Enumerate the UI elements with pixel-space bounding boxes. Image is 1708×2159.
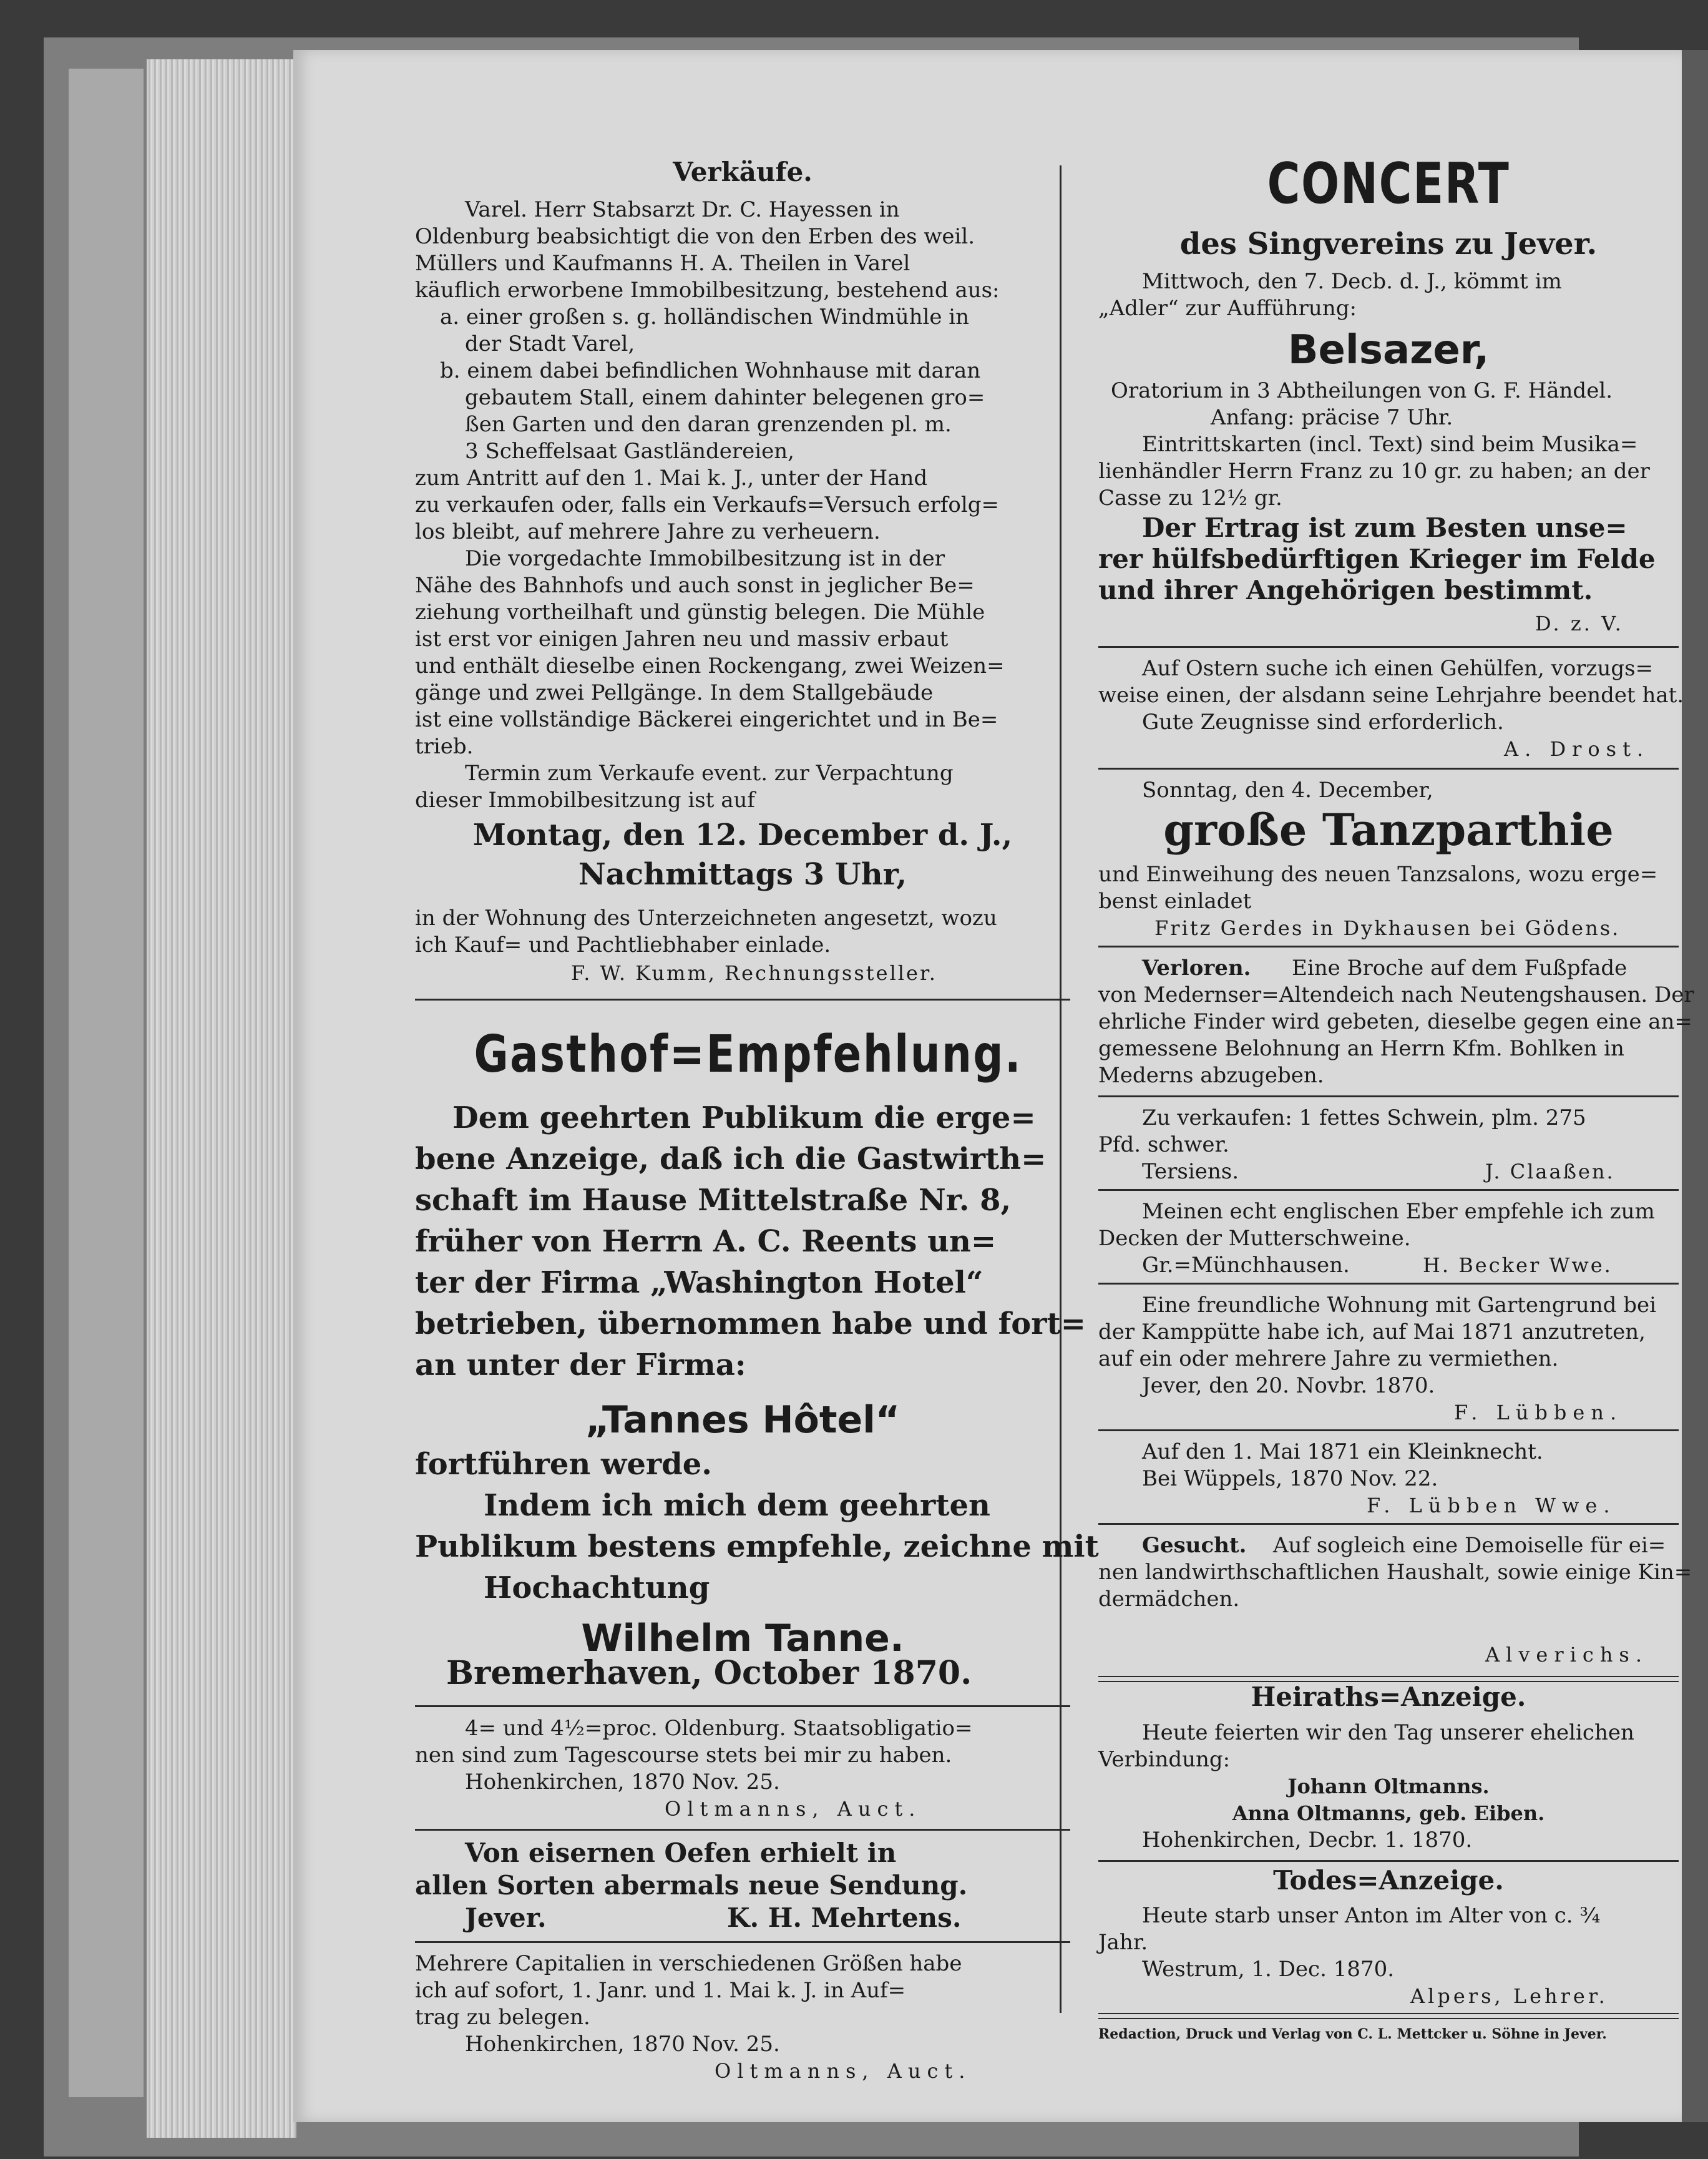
separator	[1098, 646, 1679, 648]
place-date: Bremerhaven, October 1870.	[446, 1654, 972, 1692]
text-line: Eine freundliche Wohnung mit Gartengrund bei	[1142, 1293, 1657, 1318]
text-line: auf ein oder mehrere Jahre zu vermiethen.	[1098, 1346, 1559, 1371]
text-line: Auf den 1. Mai 1871 ein Kleinknecht.	[1142, 1439, 1543, 1464]
eber-place: Gr.=Münchhausen.	[1142, 1253, 1350, 1278]
text-line: Anfang: präcise 7 Uhr.	[1211, 405, 1453, 430]
text-line: ziehung vortheilhaft und günstig belegen. Die Mühle	[415, 600, 985, 625]
heirath-place: Hohenkirchen, Decbr. 1. 1870.	[1142, 1828, 1473, 1853]
separator	[1098, 946, 1679, 947]
groom-name: Johann Oltmanns.	[1287, 1775, 1490, 1798]
text-line: schaft im Hause Mittelstraße Nr. 8,	[415, 1183, 1012, 1218]
auction-time: Nachmittags 3 Uhr,	[578, 857, 907, 892]
separator	[415, 999, 1070, 1001]
text-line: gebautem Stall, einem dahinter belegenen gro=	[465, 385, 985, 410]
text-line: Jahr.	[1098, 1930, 1148, 1955]
text-line: 4= und 4½=proc. Oldenburg. Staatsobligatio=	[465, 1716, 973, 1741]
text-line: Hohenkirchen, 1870 Nov. 25.	[465, 1770, 780, 1794]
text-line: Termin zum Verkaufe event. zur Verpachtung	[465, 761, 954, 786]
text-line: ter der Firma „Washington Hotel“	[415, 1265, 983, 1300]
capitalien-signature: Oltmanns, Auct.	[715, 2059, 972, 2083]
bold-line: Der Ertrag ist zum Besten unse=	[1142, 512, 1627, 543]
text-line: a. einer großen s. g. holländischen Windmühle in	[440, 305, 970, 330]
bold-line: rer hülfsbedürftigen Krieger im Felde	[1098, 544, 1656, 574]
text-line: „Adler“ zur Aufführung:	[1098, 296, 1357, 321]
text-line: Oratorium in 3 Abtheilungen von G. F. Händel.	[1111, 378, 1613, 403]
text-line: Verbindung:	[1098, 1747, 1231, 1772]
text-line: fortführen werde.	[415, 1447, 712, 1482]
text-line: an unter der Firma:	[415, 1348, 746, 1383]
concert-title: CONCERT	[1267, 151, 1510, 217]
text-line: b. einem dabei befindlichen Wohnhause mit daran	[440, 358, 981, 383]
text-line: ist eine vollständige Bäckerei eingerichtet und in Be=	[415, 707, 998, 732]
text-line: Hochachtung	[484, 1570, 710, 1605]
text-line: ist erst vor einigen Jahren neu und massiv erbaut	[415, 627, 949, 652]
text-line: betrieben, übernommen habe und fort=	[415, 1306, 1086, 1341]
eber-signature: H. Becker Wwe.	[1423, 1253, 1613, 1277]
separator	[415, 1941, 1070, 1943]
heirath-heading: Heiraths=Anzeige.	[1251, 1682, 1526, 1712]
text-line: Decken der Mutterschweine.	[1098, 1226, 1411, 1251]
text-line: Heute feierten wir den Tag unserer ehelichen	[1142, 1720, 1634, 1745]
gasthof-heading: Gasthof=Empfehlung.	[474, 1025, 1022, 1084]
text-line: zum Antritt auf den 1. Mai k. J., unter der Hand	[415, 466, 928, 491]
text-line: Casse zu 12½ gr.	[1098, 486, 1282, 511]
verkaufe-signature: F. W. Kumm, Rechnungssteller.	[571, 961, 937, 985]
todes-signature: Alpers, Lehrer.	[1410, 1984, 1608, 2008]
knecht-signature: F. Lübben Wwe.	[1367, 1494, 1616, 1517]
next-page-edge	[1682, 50, 1708, 2122]
text-line: und enthält dieselbe einen Rockengang, zwei Weizen=	[415, 654, 1005, 678]
staats-signature: Oltmanns, Auct.	[665, 1797, 922, 1821]
oefen-firm: K. H. Mehrtens.	[727, 1902, 962, 1933]
text-line: ßen Garten und den daran grenzenden pl. m.	[465, 412, 952, 437]
text-line: der Kamppütte habe ich, auf Mai 1871 anzutreten,	[1098, 1319, 1646, 1344]
text-line: Mehrere Capitalien in verschiedenen Größen habe	[415, 1951, 962, 1976]
text-line: Mederns abzugeben.	[1098, 1063, 1324, 1088]
double-separator	[1098, 2013, 1679, 2019]
hotel-name: „Tannes Hôtel“	[585, 1398, 900, 1442]
text-line: bene Anzeige, daß ich die Gastwirth=	[415, 1142, 1047, 1177]
text-line: nen sind zum Tagescourse stets bei mir zu haben.	[415, 1743, 952, 1768]
text-line: Eintrittskarten (incl. Text) sind beim Musika=	[1142, 432, 1638, 457]
text-line: Hohenkirchen, 1870 Nov. 25.	[465, 2032, 780, 2057]
imprint: Redaction, Druck und Verlag von C. L. Mettcker u. Söhne in Jever.	[1098, 2026, 1607, 2042]
text-line: gemessene Belohnung an Herrn Kfm. Bohlken in	[1098, 1036, 1624, 1061]
tanz-title: große Tanzparthie	[1163, 804, 1614, 856]
bold-line: und ihrer Angehörigen bestimmt.	[1098, 575, 1593, 605]
text-line: Dem geehrten Publikum die erge=	[452, 1100, 1036, 1135]
oefen-line2: allen Sorten abermals neue Sendung.	[415, 1870, 968, 1901]
text-line: 3 Scheffelsaat Gastländereien,	[465, 439, 794, 464]
text-line: ich auf sofort, 1. Janr. und 1. Mai k. J. in Auf=	[415, 1978, 906, 2003]
text-line: Zu verkaufen: 1 fettes Schwein, plm. 275	[1142, 1105, 1586, 1130]
text-line: Westrum, 1. Dec. 1870.	[1142, 1957, 1395, 1982]
verloren-lead: Verloren.	[1142, 956, 1251, 981]
text-line: käuflich erworbene Immobilbesitzung, bestehend aus:	[415, 278, 1000, 303]
text-line: trag zu belegen.	[415, 2005, 590, 2030]
text-line: früher von Herrn A. C. Reents un=	[415, 1224, 997, 1259]
text-line: Auf Ostern suche ich einen Gehülfen, vorzugs=	[1142, 656, 1654, 681]
text-line: Die vorgedachte Immobilbesitzung ist in der	[465, 546, 945, 571]
book-cover-edge	[69, 69, 144, 2097]
separator	[415, 1705, 1070, 1707]
tanz-date: Sonntag, den 4. December,	[1142, 778, 1433, 803]
separator	[1098, 1189, 1679, 1191]
text-line: Heute starb unser Anton im Alter von c. ¾	[1142, 1903, 1601, 1928]
concert-signature: D. z. V.	[1535, 612, 1624, 635]
text-line: Meinen echt englischen Eber empfehle ich zum	[1142, 1199, 1655, 1224]
separator	[415, 1829, 1070, 1831]
bride-name: Anna Oltmanns, geb. Eiben.	[1232, 1801, 1545, 1825]
text-line: der Stadt Varel,	[465, 331, 635, 356]
text-line: gänge und zwei Pellgänge. In dem Stallgebäude	[415, 680, 934, 705]
gehulfen-signature: A. Drost.	[1504, 737, 1650, 761]
gesucht-signature: Alverichs.	[1485, 1643, 1649, 1667]
auction-date: Montag, den 12. December d. J.,	[472, 818, 1013, 853]
separator	[1098, 1095, 1679, 1097]
text-line: Indem ich mich dem geehrten	[484, 1488, 990, 1523]
text-line: Gute Zeugnisse sind erforderlich.	[1142, 710, 1504, 735]
separator	[1098, 1860, 1679, 1862]
text-line: lienhändler Herrn Franz zu 10 gr. zu haben; an der	[1098, 459, 1650, 484]
wohnung-signature: F. Lübben.	[1454, 1401, 1623, 1424]
text-line: benst einladet	[1098, 889, 1252, 914]
text-line: Müllers und Kaufmanns H. A. Theilen in Varel	[415, 251, 910, 276]
text-line: ich Kauf= und Pachtliebhaber einlade.	[415, 933, 831, 957]
text-line: Publikum bestens empfehle, zeichne mit	[415, 1529, 1099, 1564]
separator	[1098, 768, 1679, 770]
tanz-signature: Fritz Gerdes in Dykhausen bei Gödens.	[1154, 916, 1621, 940]
todes-heading: Todes=Anzeige.	[1273, 1865, 1504, 1896]
separator	[1098, 1523, 1679, 1525]
text-line: dermädchen.	[1098, 1587, 1240, 1612]
text-line: in der Wohnung des Unterzeichneten angesetzt, wozu	[415, 906, 997, 931]
text-line: Jever, den 20. Novbr. 1870.	[1142, 1373, 1435, 1398]
text-line: zu verkaufen oder, falls ein Verkaufs=Versuch erfolg=	[415, 492, 999, 517]
oefen-place: Jever.	[465, 1902, 547, 1933]
oratorio-title: Belsazer,	[1287, 327, 1490, 373]
text-line: dieser Immobilbesitzung ist auf	[415, 788, 755, 813]
concert-subtitle: des Singvereins zu Jever.	[1179, 227, 1598, 262]
schwein-signature: J. Claaßen.	[1485, 1160, 1615, 1183]
gesucht-lead: Gesucht.	[1142, 1533, 1247, 1558]
verkaufe-heading: Verkäufe.	[673, 157, 813, 187]
text-line: Auf sogleich eine Demoiselle für ei=	[1273, 1533, 1666, 1558]
text-line: los bleibt, auf mehrere Jahre zu verheuern.	[415, 519, 881, 544]
separator	[1098, 1429, 1679, 1431]
text-line: Nähe des Bahnhofs und auch sonst in jeglicher Be=	[415, 573, 975, 598]
separator	[1098, 1283, 1679, 1285]
page-stack	[147, 59, 296, 2138]
text-line: Bei Wüppels, 1870 Nov. 22.	[1142, 1466, 1438, 1491]
text-line: Mittwoch, den 7. Decb. d. J., kömmt im	[1142, 269, 1562, 294]
proprietor-name: Wilhelm Tanne.	[581, 1617, 904, 1660]
text-line: Eine Broche auf dem Fußpfade	[1292, 956, 1627, 981]
text-line: trieb.	[415, 734, 474, 759]
text-line: und Einweihung des neuen Tanzsalons, wozu erge=	[1098, 862, 1658, 887]
schwein-place: Tersiens.	[1142, 1159, 1239, 1184]
oefen-line1: Von eisernen Oefen erhielt in	[465, 1838, 897, 1868]
text-line: Varel. Herr Stabsarzt Dr. C. Hayessen in	[465, 197, 900, 222]
column-rule	[1060, 165, 1061, 2013]
text-line: weise einen, der alsdann seine Lehrjahre beendet hat.	[1098, 683, 1684, 708]
text-line: nen landwirthschaftlichen Haushalt, sowie einige Kin=	[1098, 1560, 1692, 1585]
text-line: Pfd. schwer.	[1098, 1132, 1229, 1157]
text-line: Oldenburg beabsichtigt die von den Erben des weil.	[415, 224, 975, 249]
text-line: von Medernser=Altendeich nach Neutengshausen. Der	[1098, 982, 1694, 1007]
newspaper-page	[293, 50, 1694, 2122]
text-line: ehrliche Finder wird gebeten, dieselbe gegen eine an=	[1098, 1009, 1692, 1034]
